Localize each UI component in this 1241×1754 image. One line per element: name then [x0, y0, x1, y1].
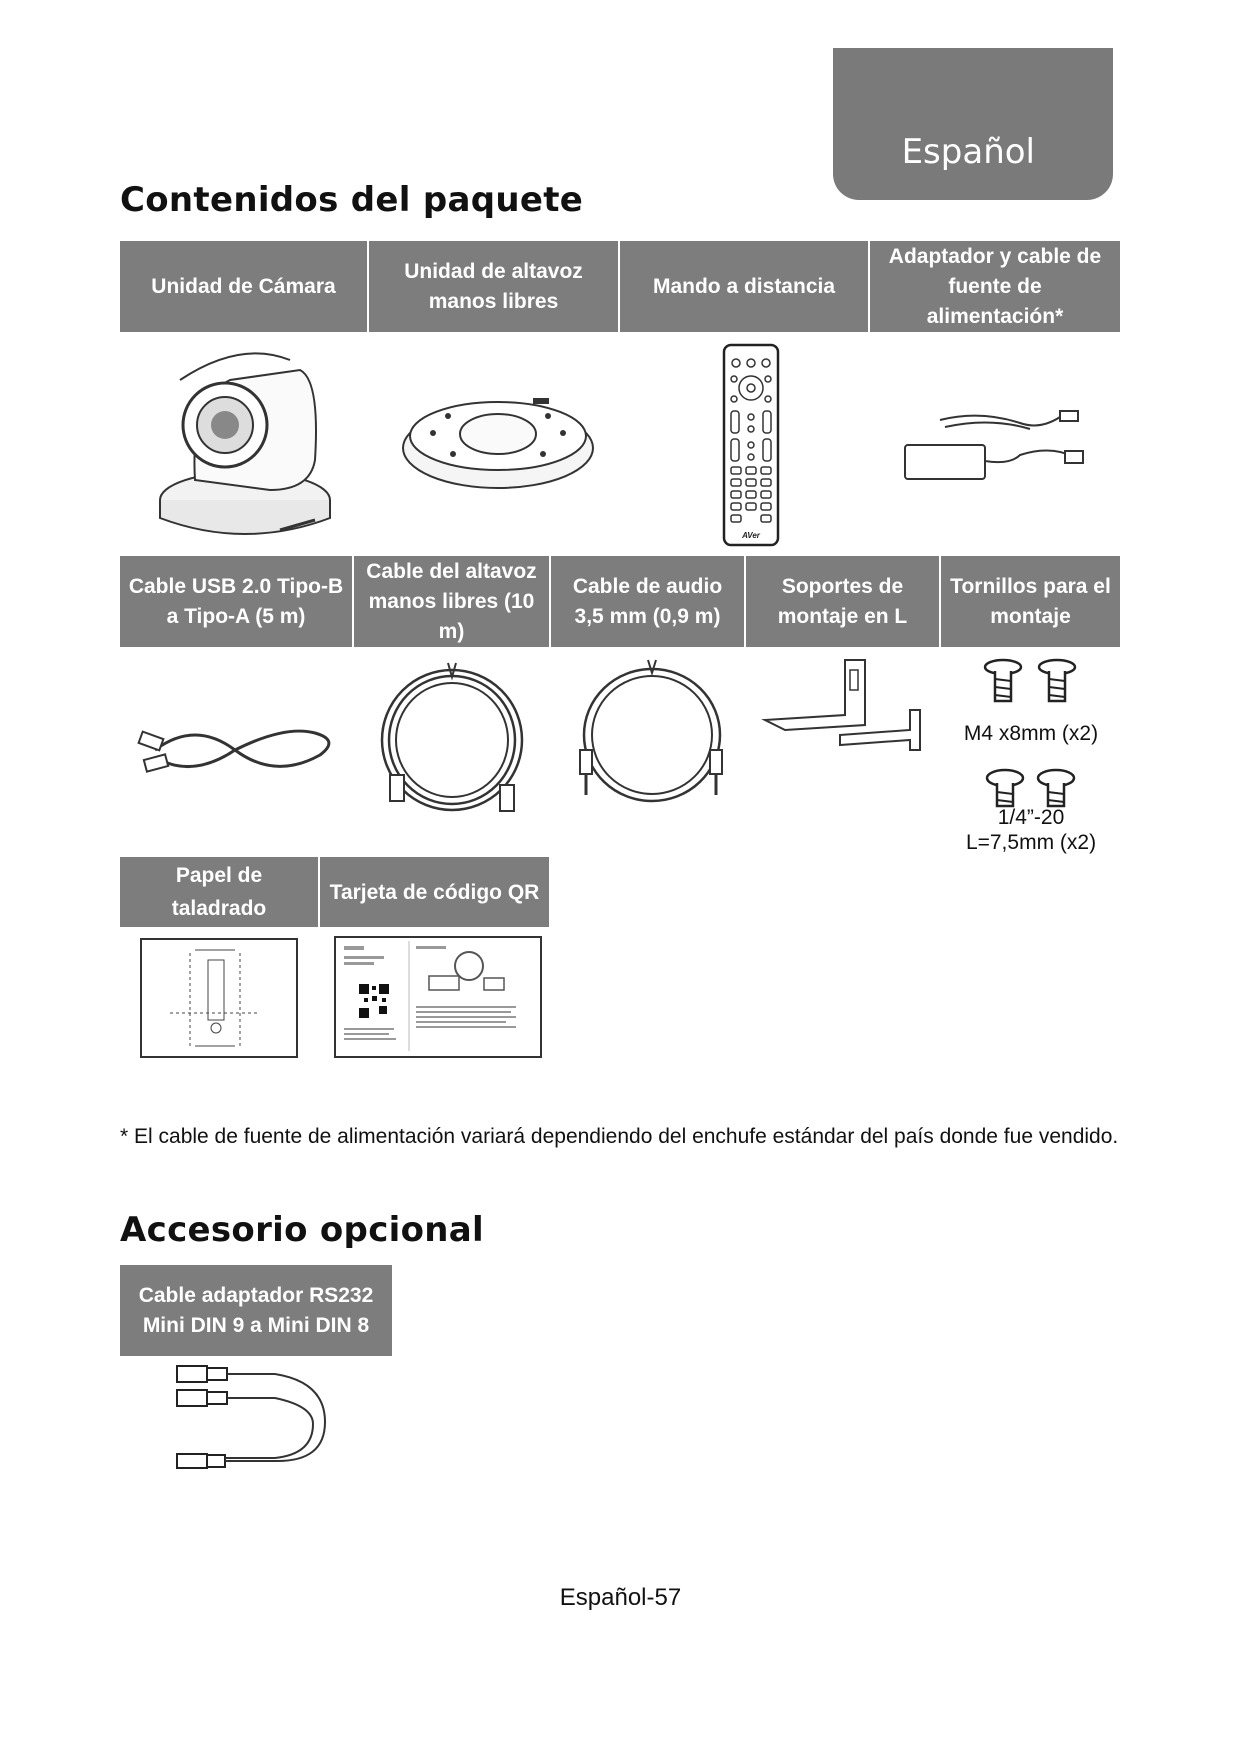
rs232-cable-illustration: [175, 1362, 345, 1477]
language-tab: [833, 48, 1113, 200]
header-speaker-cable: Cable del altavoz manos libres (10 m): [354, 556, 549, 647]
usb-cable-illustration: [135, 715, 340, 785]
package-contents-title: Contenidos del paquete: [120, 180, 584, 220]
page-number: Español-57: [559, 1584, 682, 1611]
header-speakerphone-unit: Unidad de altavoz manos libres: [369, 241, 618, 332]
header-l-brackets: Soportes de montaje en L: [746, 556, 939, 647]
m4-screws-illustration: [980, 657, 1080, 707]
header-camera-unit: Unidad de Cámara: [120, 241, 367, 332]
speaker-cable-illustration: [370, 655, 535, 820]
l-brackets-illustration: [760, 655, 935, 765]
language-tab-label: Español: [901, 132, 1035, 172]
header-drill-template: Papel de taladrado: [120, 857, 318, 927]
power-cable-footnote: * El cable de fuente de alimentación variará dependiendo del enchufe estándar del país donde fue vendido.: [120, 1125, 1119, 1148]
header-rs232-cable: Cable adaptador RS232 Mini DIN 9 a Mini DIN 8: [120, 1265, 392, 1356]
power-adapter-illustration: [900, 405, 1090, 485]
quarter-screws-illustration: [983, 768, 1078, 810]
remote-control-illustration: [722, 343, 780, 548]
header-power-adapter: Adaptador y cable de fuente de alimentación*: [870, 241, 1120, 332]
remote-brand-text: AVer: [742, 531, 760, 540]
optional-accessory-title: Accesorio opcional: [120, 1210, 484, 1250]
header-remote-control: Mando a distancia: [620, 241, 868, 332]
audio-cable-illustration: [570, 655, 735, 820]
camera-unit-illustration: [150, 340, 340, 540]
qr-card-illustration: [334, 936, 542, 1058]
drill-template-illustration: [140, 938, 298, 1058]
quarter-screws-caption-line1: 1/4”-20: [997, 806, 1065, 829]
speakerphone-illustration: [398, 388, 598, 498]
header-mounting-screws: Tornillos para el montaje: [941, 556, 1120, 647]
header-audio-cable: Cable de audio 3,5 mm (0,9 m): [551, 556, 744, 647]
header-qr-card: Tarjeta de código QR: [320, 857, 549, 927]
header-usb-cable: Cable USB 2.0 Tipo-B a Tipo-A (5 m): [120, 556, 352, 647]
m4-screws-caption: M4 x8mm (x2): [963, 722, 1099, 745]
quarter-screws-caption-line2: L=7,5mm (x2): [965, 831, 1097, 854]
